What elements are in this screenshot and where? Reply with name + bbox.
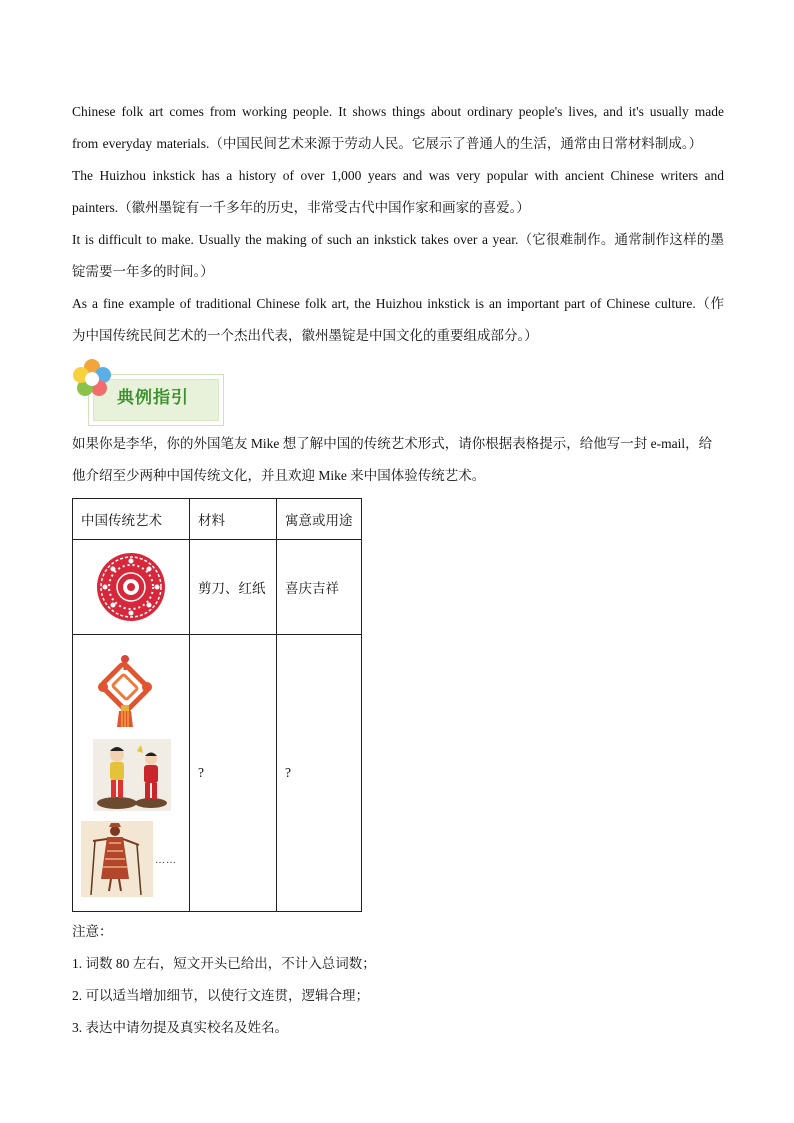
table-header-row — [73, 499, 362, 540]
note-item: 1. 词数 80 左右，短文开头已给出，不计入总词数； — [72, 956, 376, 971]
paragraph-inkstick-culture: As a fine example of traditional Chinese folk art, the Huizhou inkstick is an important part of Chinese culture.（作为中国传统民间艺术的一个杰出代表，徽州墨锭是中国文化的重要组成部分。） — [72, 296, 724, 343]
header-art: 中国传统艺术 — [73, 499, 190, 540]
flower-icon — [72, 358, 112, 398]
chinese-knot-image — [95, 653, 155, 729]
table-row — [73, 540, 362, 635]
document-page — [72, 96, 724, 1044]
other-arts-cell — [73, 635, 190, 912]
other-arts-material: ? — [190, 635, 277, 912]
paper-cut-image — [95, 551, 167, 623]
header-meaning: 寓意或用途 — [277, 499, 362, 540]
clay-figurine-image — [93, 739, 171, 811]
notes-section — [72, 916, 724, 1044]
note-item: 3. 表达中请勿提及真实校名及姓名。 — [72, 1020, 288, 1035]
notes-label: 注意： — [72, 924, 113, 939]
header-material: 材料 — [190, 499, 277, 540]
more-arts-ellipsis: …… — [155, 855, 177, 866]
section-title: 典例指引 — [117, 388, 189, 408]
section-header — [72, 358, 724, 422]
paper-cut-meaning: 喜庆吉祥 — [277, 540, 362, 635]
paragraph-inkstick-history: The Huizhou inkstick has a history of over 1,000 years and was very popular with ancient Chinese writers and painters.（徽州墨锭有一千多年的历史，非常受古代中国作家和画家的喜爱。） — [72, 168, 724, 215]
paper-cut-cell — [73, 540, 190, 635]
paper-cut-material: 剪刀、红纸 — [190, 540, 277, 635]
shadow-puppet-image — [81, 821, 153, 897]
paragraph-folk-art: Chinese folk art comes from working people. It shows things about ordinary people's lives, and it's usually made from everyday materials.（中国民间艺术来源于劳动人民。它展示了普通人的生活，通常由日常材料制成。） — [72, 104, 724, 151]
note-item: 2. 可以适当增加细节，以使行文连贯，逻辑合理； — [72, 988, 369, 1003]
art-forms-table — [72, 498, 362, 912]
table-row — [73, 635, 362, 912]
writing-prompt: 如果你是李华，你的外国笔友 Mike 想了解中国的传统艺术形式，请你根据表格提示，给他写一封 e-mail，给他介绍至少两种中国传统文化，并且欢迎 Mike 来中国体验传统艺术。 — [72, 436, 713, 483]
other-arts-meaning: ? — [277, 635, 362, 912]
paragraph-inkstick-making: It is difficult to make. Usually the making of such an inkstick takes over a year.（它很难制作。通常制作这样的墨锭需要一年多的时间。） — [72, 232, 724, 279]
